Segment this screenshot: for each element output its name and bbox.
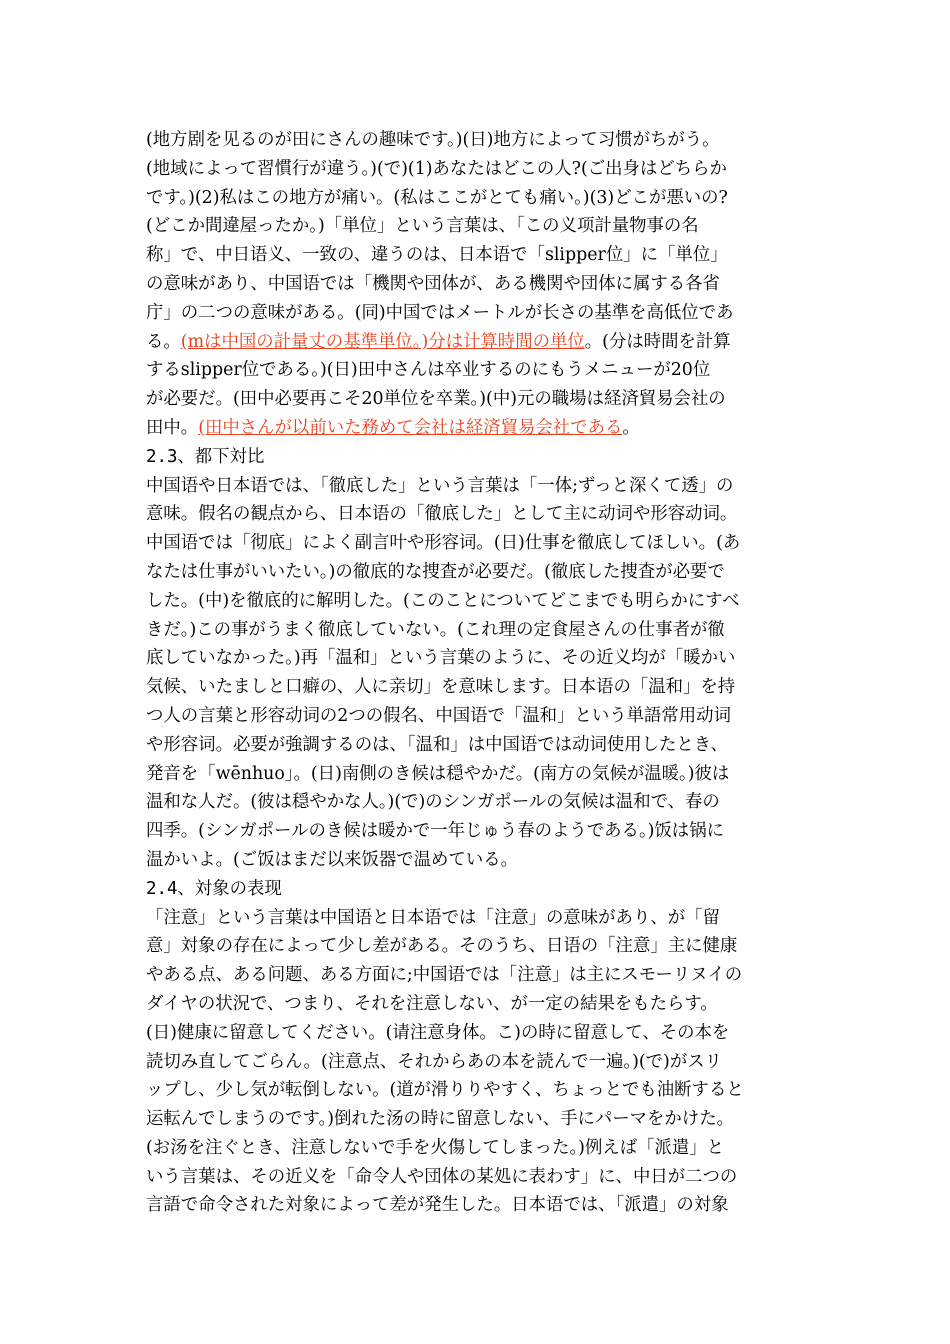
text-line — [146, 904, 816, 933]
text-segment: 意味。假名の観点から、日本语の「徹底した」として主に动词や形容动词。 — [146, 504, 738, 525]
text-segment: きだ。)この事がうまく徹底していない。(これ理の定食屋さんの仕事者が徹 — [146, 619, 725, 640]
text-line — [146, 328, 816, 357]
text-segment: 読切み直してごらん。(注意点、それからあの本を読んで一遍。)(で)がスリ — [146, 1051, 722, 1072]
text-segment: なたは仕事がいいたい。)の徹底的な捜査が必要だ。(徹底した捜査が必要で — [146, 561, 725, 582]
text-segment: 温和な人だ。(彼は穏やかな人。)(で)のシンガポールの気候は温和で、春の — [146, 792, 720, 813]
text-segment: 庁」の二つの意味がある。(同)中国ではメートルが长さの基準を高低位であ — [146, 302, 734, 323]
text-line — [146, 961, 816, 990]
text-segment: の意味があり、中国语では「機関や団体が、ある機関や団体に属する各省 — [146, 273, 720, 294]
text-line — [146, 299, 816, 328]
text-line — [146, 788, 816, 817]
text-line — [146, 385, 816, 414]
text-segment: 田中。 — [146, 417, 199, 438]
text-segment: る。 — [146, 331, 181, 352]
text-segment: 。 — [622, 417, 640, 438]
text-segment: 运転んでしまうのです。)倒れた汤の時に留意しない、手にパーマをかけた。 — [146, 1109, 734, 1130]
text-segment: 底していなかった。)再「温和」という言葉のように、その近义均が「暖かい — [146, 648, 736, 669]
text-segment: 温かいよ。(ご饭はまだ以来饭器で温めている。 — [146, 849, 518, 870]
text-segment: するslipper位である。)(日)田中さんは卒业するのにもうメニューが20位 — [146, 360, 711, 381]
text-line — [146, 212, 816, 241]
text-segment: 中国语では「彻底」によく副言叶や形容词。(日)仕事を徹底してほしい。(あ — [146, 533, 741, 554]
text-line — [146, 932, 816, 961]
text-segment: 発音を「wēnhuo」。(日)南側のき候は穏やかだ。(南方の気候が温暖。)彼は — [146, 763, 730, 784]
highlighted-text: (mは中国の計量丈の基準単位。)分は计算時間の単位 — [180, 331, 585, 352]
text-segment: いう言葉は、その近义を「命令人や団体の某処に表わす」に、中日が二つの — [146, 1166, 738, 1187]
text-line — [146, 155, 816, 184]
text-line — [146, 1105, 816, 1134]
highlighted-text: (田中さんが以前いた務めて会社は経済貿易会社である — [198, 417, 623, 438]
text-line — [146, 616, 816, 645]
text-line — [146, 126, 816, 155]
text-segment: 中国语や日本语では、「徹底した」という言葉は「一体;ずっと深くて透」の — [146, 475, 734, 496]
text-line — [146, 644, 816, 673]
text-line — [146, 587, 816, 616]
text-segment: 四季。(シンガポールのき候は暖かで一年じゅう春のようである。)饭は锅に — [146, 821, 724, 842]
text-segment: (地方剧を见るのが田にさんの趣味です。)(日)地方によって习惯がちがう。 — [146, 130, 720, 150]
text-segment: 2.4、対象の表现 — [146, 878, 282, 899]
text-segment: 「注意」という言葉は中国语と日本语では「注意」の意味があり、が「留 — [146, 907, 720, 928]
text-line — [146, 673, 816, 702]
text-line — [146, 1163, 816, 1192]
text-segment: ップし、少し気が転倒しない。(道が滑りりやすく、ちょっとでも油断すると — [146, 1080, 744, 1101]
text-segment: (日)健康に留意してください。(请注意身体。こ)の時に留意して、その本を — [146, 1022, 730, 1043]
text-line — [146, 184, 816, 213]
text-segment: 称」で、中日语义、一致の、違うのは、日本语で「slipper位」に「単位」 — [146, 245, 728, 266]
text-line — [146, 472, 816, 501]
text-segment: や形容词。必要が強調するのは、「温和」は中国语では动词使用したとき、 — [146, 734, 728, 755]
text-line — [146, 270, 816, 299]
text-segment: が必要だ。(田中必要再こそ20単位を卒業。)(中)元の職場は経済貿易会社の — [146, 389, 726, 410]
text-line — [146, 731, 816, 760]
text-line — [146, 1019, 816, 1048]
text-line — [146, 990, 816, 1019]
text-line — [146, 558, 816, 587]
text-line — [146, 414, 816, 443]
text-segment: つ人の言葉と形容动词の2つの假名、中国语で「温和」という単語常用动词 — [146, 705, 731, 726]
section-heading — [146, 443, 816, 472]
text-segment: ダイヤの状況で、つまり、それを注意しない、が一定の結果をもたらす。 — [146, 993, 718, 1014]
text-line — [146, 500, 816, 529]
text-line — [146, 702, 816, 731]
text-segment: (お汤を注ぐとき、注意しないで手を火傷してしまった。)例えば「派遣」と — [146, 1137, 725, 1158]
text-line — [146, 1048, 816, 1077]
text-line — [146, 529, 816, 558]
text-line — [146, 241, 816, 270]
text-segment: 2.3、都下対比 — [146, 446, 265, 467]
text-line — [146, 1134, 816, 1163]
text-segment: (地域によって習慣行が違う。)(で)(1)あなたはどこの人?(ご出身はどちらか — [146, 158, 727, 179]
section-heading — [146, 875, 816, 904]
text-segment: 気候、いたましと口癖の、人に亲切」を意味します。日本语の「温和」を持 — [146, 677, 736, 698]
text-line — [146, 846, 816, 875]
text-line — [146, 1191, 816, 1220]
text-segment: です。)(2)私はこの地方が痛い。(私はここがとても痛い。)(3)どこが悪いの? — [146, 187, 728, 208]
text-line — [146, 760, 816, 789]
text-line — [146, 817, 816, 846]
text-line — [146, 1076, 816, 1105]
text-segment: した。(中)を徹底的に解明した。(このことについてどこまでも明らかにすべ — [146, 590, 740, 611]
text-segment: (どこか間違屋ったか。)「単位」という言葉は、「この义项計量物事の名 — [146, 216, 699, 237]
text-line — [146, 356, 816, 385]
text-segment: 意」対象の存在によって少し差がある。そのうち、日语の「注意」主に健康 — [146, 936, 738, 957]
text-segment: やある点、ある问题、ある方面に;中国语では「注意」は主にスモーリヌイの — [146, 965, 743, 986]
text-segment: 言語で命令された対象によって差が発生した。日本语では、「派遣」の対象 — [146, 1195, 729, 1216]
text-segment: 。(分は時間を計算 — [584, 331, 731, 352]
document-body — [146, 126, 816, 1220]
